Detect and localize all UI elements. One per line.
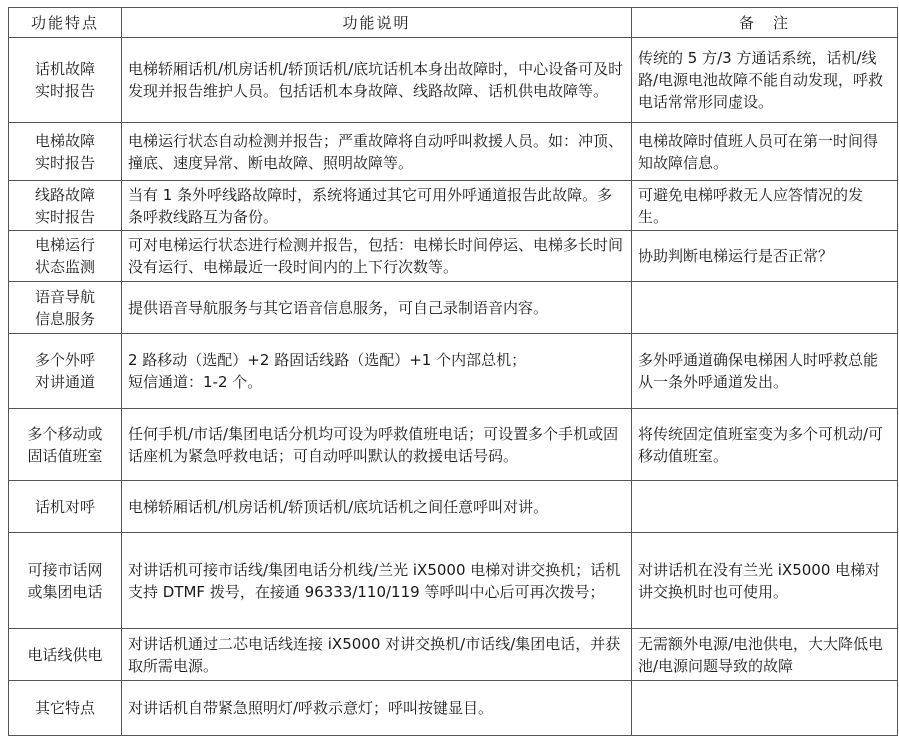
feature-line: 可接市话网 [27, 560, 103, 579]
feature-line: 电梯故障 [34, 131, 95, 150]
note-cell: 电梯故障时值班人员可在第一时间得知故障信息。 [632, 123, 898, 181]
table-row [9, 409, 898, 481]
feature-cell [9, 231, 122, 282]
description-line: 短信通道：1-2 个。 [128, 373, 263, 391]
table-row [9, 334, 898, 409]
note-cell: 协助判断电梯运行是否正常？ [632, 231, 898, 282]
note-cell [632, 681, 898, 736]
feature-line: 对讲通道 [34, 373, 95, 391]
note-cell [632, 282, 898, 334]
description-cell: 电梯轿厢话机/机房话机/轿顶话机/底坑话机本身出故障时，中心设备可及时发现并报告维护人员。包括话机本身故障、线路故障、话机供电故障等。 [122, 38, 632, 123]
header-feature: 功能特点 [9, 8, 122, 38]
table-row [9, 481, 898, 533]
feature-cell [9, 533, 122, 629]
feature-line: 实时报告 [34, 82, 95, 100]
feature-line: 实时报告 [34, 153, 95, 172]
feature-line: 信息服务 [34, 309, 95, 328]
feature-cell [9, 481, 122, 533]
description-cell: 可对电梯运行状态进行检测并报告，包括：电梯长时间停运、电梯多长时间没有运行、电梯最近一段时间内的上下行次数等。 [122, 231, 632, 282]
description-cell [122, 334, 632, 409]
table-row [9, 38, 898, 123]
feature-line: 话机对呼 [34, 497, 95, 516]
feature-cell [9, 282, 122, 334]
table-row [9, 629, 898, 681]
header-description: 功能说明 [122, 8, 632, 38]
feature-cell [9, 334, 122, 409]
feature-line: 其它特点 [34, 699, 95, 717]
feature-line: 状态监测 [34, 258, 95, 276]
description-cell: 电梯运行状态自动检测并报告；严重故障将自动呼叫救援人员。如：冲顶、撞底、速度异常、断电故障、照明故障等。 [122, 123, 632, 181]
feature-line: 语音导航 [34, 287, 95, 306]
feature-cell [9, 681, 122, 736]
table-header-row [9, 8, 898, 38]
feature-line: 话机故障 [34, 60, 95, 78]
feature-line: 或集团电话 [27, 582, 103, 601]
description-cell: 对讲话机通过二芯电话线连接 iX5000 对讲交换机/市话线/集团电话，并获取所需电源。 [122, 629, 632, 681]
description-cell: 对讲话机可接市话线/集团电话分机线/兰光 iX5000 电梯对讲交换机；话机支持 DTMF 拨号，在接通 96333/110/119 等呼叫中心后可再次拨号； [122, 533, 632, 629]
feature-cell [9, 123, 122, 181]
description-cell: 当有 1 条外呼线路故障时，系统将通过其它可用外呼通道报告此故障。多条呼救线路互为备份。 [122, 181, 632, 231]
feature-cell [9, 409, 122, 481]
features-table [8, 7, 898, 736]
feature-cell [9, 38, 122, 123]
table-row [9, 231, 898, 282]
table-row [9, 181, 898, 231]
feature-line: 多个外呼 [34, 351, 95, 369]
table-row [9, 533, 898, 629]
description-cell: 电梯轿厢话机/机房话机/轿顶话机/底坑话机之间任意呼叫对讲。 [122, 481, 632, 533]
note-cell: 可避免电梯呼救无人应答情况的发生。 [632, 181, 898, 231]
description-cell: 任何手机/市话/集团电话分机均可设为呼救值班电话；可设置多个手机或固话座机为紧急呼救电话；可自动呼叫默认的救援电话号码。 [122, 409, 632, 481]
feature-line: 固话值班室 [27, 446, 103, 465]
feature-line: 实时报告 [34, 207, 95, 226]
feature-line: 多个移动或 [27, 424, 103, 443]
note-cell: 将传统固定值班室变为多个可机动/可移动值班室。 [632, 409, 898, 481]
note-cell: 对讲话机在没有兰光 iX5000 电梯对讲交换机时也可使用。 [632, 533, 898, 629]
feature-cell [9, 629, 122, 681]
note-cell: 传统的 5 方/3 方通话系统，话机/线路/电源电池故障不能自动发现，呼救电话常常形同虚设。 [632, 38, 898, 123]
description-cell: 提供语音导航服务与其它语音信息服务，可自己录制语音内容。 [122, 282, 632, 334]
table-row [9, 282, 898, 334]
feature-line: 电话线供电 [27, 645, 103, 664]
header-note: 备 注 [632, 8, 898, 38]
table-row [9, 681, 898, 736]
note-cell [632, 481, 898, 533]
note-cell: 无需额外电源/电池供电，大大降低电池/电源问题导致的故障 [632, 629, 898, 681]
table-row [9, 123, 898, 181]
description-line: 2 路移动（选配）+2 路固话线路（选配）+1 个内部总机； [128, 351, 527, 369]
feature-line: 电梯运行 [34, 236, 95, 254]
feature-line: 线路故障 [34, 185, 95, 204]
note-cell: 多外呼通道确保电梯困人时呼救总能从一条外呼通道发出。 [632, 334, 898, 409]
feature-cell [9, 181, 122, 231]
description-cell: 对讲话机自带紧急照明灯/呼救示意灯；呼叫按键显目。 [122, 681, 632, 736]
